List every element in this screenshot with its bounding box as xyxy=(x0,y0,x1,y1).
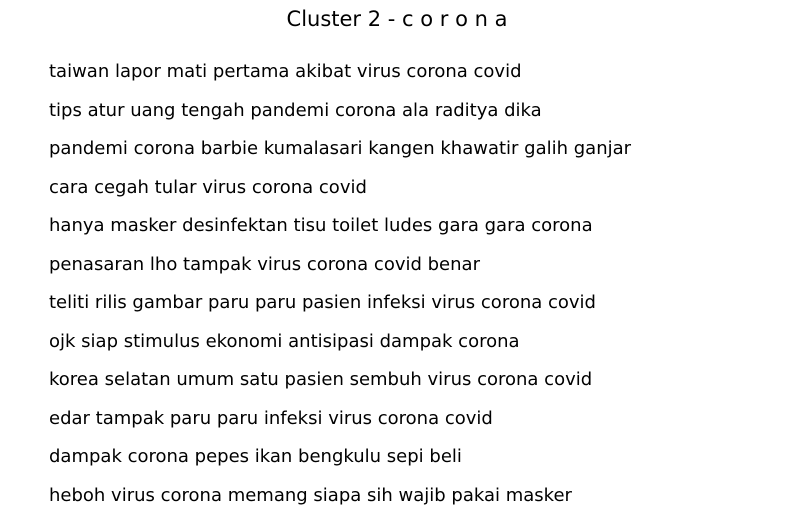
headline-item: taiwan lapor mati pertama akibat virus corona covid xyxy=(49,61,522,82)
headline-item: cara cegah tular virus corona covid xyxy=(49,176,367,198)
headline-list xyxy=(49,58,631,521)
headline-item: edar tampak paru paru infeksi virus corona covid xyxy=(49,407,493,429)
headline-item: hanya masker desinfektan tisu toilet ludes gara gara corona xyxy=(49,215,593,237)
headline-item: teliti rilis gambar paru paru pasien infeksi virus corona covid xyxy=(49,292,596,314)
cluster-title: Cluster 2 - c o r o n a xyxy=(286,7,508,31)
headline-item: tips atur uang tengah pandemi corona ala raditya dika xyxy=(49,99,542,121)
headline-item: korea selatan umum satu pasien sembuh virus corona covid xyxy=(49,369,593,391)
headline-item: pandemi corona barbie kumalasari kangen khawatir galih ganjar xyxy=(49,138,632,160)
headline-item: dampak corona pepes ikan bengkulu sepi beli xyxy=(49,446,462,468)
headline-item: heboh virus corona memang siapa sih wajib pakai masker xyxy=(49,485,572,507)
headline-item: ojk siap stimulus ekonomi antisipasi dampak corona xyxy=(49,330,520,352)
headline-item: penasaran lho tampak virus corona covid benar xyxy=(49,253,480,275)
